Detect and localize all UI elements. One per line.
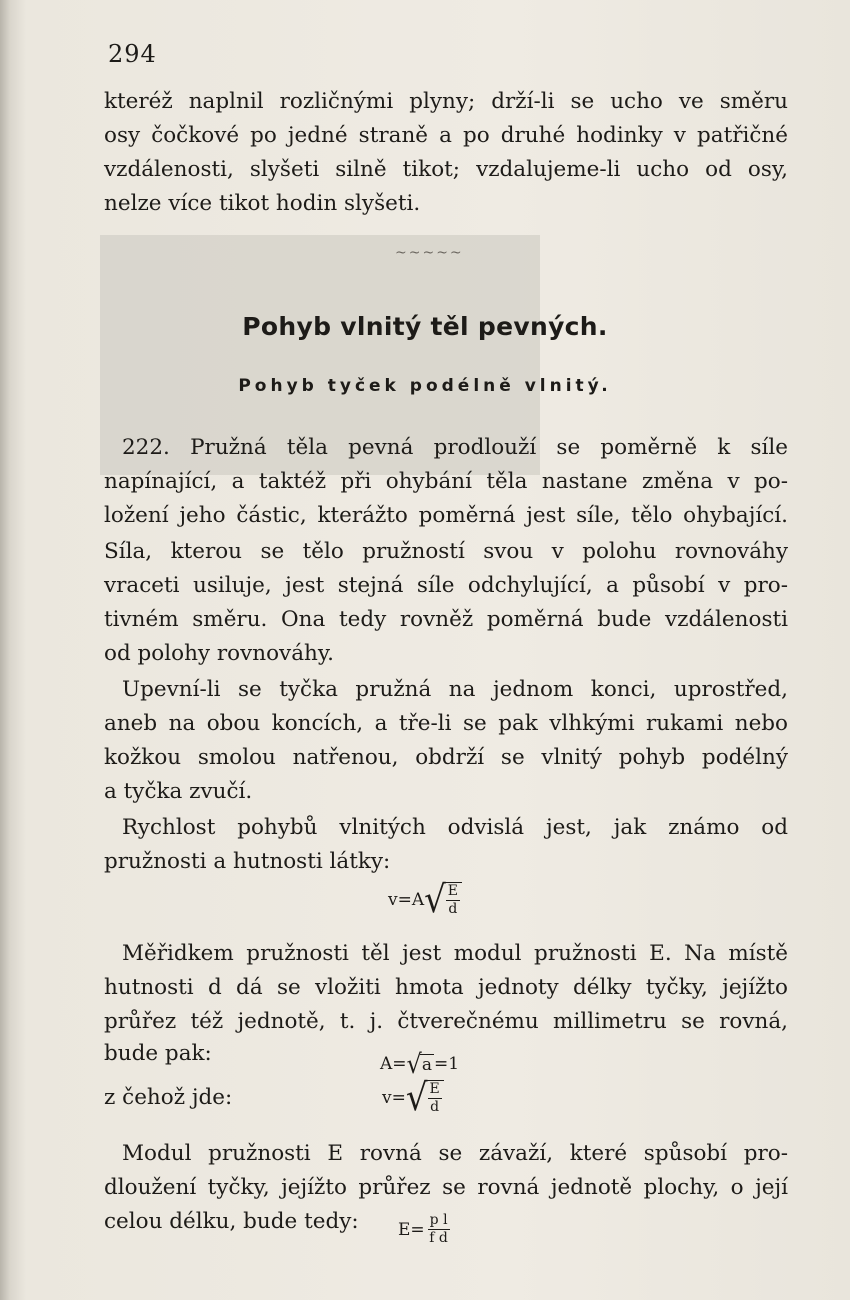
fraction-numerator: E: [429, 1081, 440, 1097]
page-number: 294: [108, 40, 157, 68]
sqrt-symbol: √ $\frac{E}{d}$: [406, 1080, 444, 1116]
text-line: z čehož jde:: [104, 1085, 233, 1110]
text-line: hutnosti d dá se vložiti hmota jednoty délky tyčky, jejížto: [104, 975, 788, 1000]
text-line: nelze více tikot hodin slyšeti.: [104, 191, 421, 216]
text-line: osy čočkové po jedné straně a po druhé hodinky v patřičné: [104, 123, 788, 148]
text-line: a tyčka zvučí.: [104, 779, 253, 804]
fraction: [426, 1080, 444, 1116]
text-line: od polohy rovnováhy.: [104, 641, 334, 666]
text-line: dloužení tyčky, jejížto průřez se rovná jednotě plochy, o její: [104, 1175, 788, 1200]
ornament: ~~~~~: [395, 245, 464, 261]
text-line: napínající, a taktéž při ohybání těla nastane změna v po-: [104, 469, 788, 494]
fraction-denominator: f d: [429, 1230, 448, 1246]
text-line: vraceti usiluje, jest stejná síle odchylující, a působí v pro-: [104, 573, 788, 598]
text-line: Modul pružnosti E rovná se závaží, které spůsobí pro-: [122, 1141, 788, 1166]
formula-lhs: E=: [398, 1219, 425, 1240]
text-line: Rychlost pohybů vlnitých odvislá jest, jak známo od: [122, 815, 788, 840]
formula-modulus: [398, 1212, 453, 1247]
formula-lhs: A=: [380, 1054, 407, 1074]
text-line: Upevní-li se tyčka pružná na jednom konci, uprostřed,: [122, 677, 788, 702]
formula-velocity-2: [382, 1076, 444, 1120]
text-line: aneb na obou koncích, a tře-li se pak vlhkými rukami nebo: [104, 711, 788, 736]
text-line: průřez též jednotě, t. j. čtverečnému millimetru se rovná,: [104, 1009, 788, 1034]
text-line: tivném směru. Ona tedy rovněž poměrná bude vzdálenosti: [104, 607, 788, 632]
text-line: celou délku, bude tedy:: [104, 1209, 359, 1234]
radicand: a: [421, 1054, 432, 1075]
formula-mass: [380, 1048, 460, 1080]
section-heading: Pohyb vlnitý těl pevných.: [242, 312, 608, 341]
fraction-denominator: d: [448, 901, 458, 917]
fraction: [444, 882, 462, 918]
fraction-denominator: d: [430, 1099, 440, 1115]
text-line: Síla, kterou se tělo pružností svou v polohu rovnováhy: [104, 539, 788, 564]
formula-rhs: =1: [433, 1054, 460, 1074]
fraction-numerator: E: [447, 883, 459, 899]
formula-lhs: v=: [382, 1088, 406, 1108]
text-line: vzdálenosti, slyšeti silně tikot; vzdalujeme-li ucho od osy,: [104, 157, 788, 182]
text-line: 222. Pružná těla pevná prodlouží se poměrně k síle: [122, 435, 788, 460]
fraction: [425, 1212, 453, 1247]
text-line: bude pak:: [104, 1041, 212, 1066]
fraction-numerator: p l: [429, 1212, 448, 1228]
section-subheading: Pohyb tyček podélně vlnitý.: [238, 376, 612, 396]
text-line: ložení jeho částic, kterážto poměrná jest síle, tělo ohybající.: [104, 503, 788, 528]
text-line: kteréž naplnil rozličnými plyny; drží-li se ucho ve směru: [104, 89, 788, 114]
text-line: pružnosti a hutnosti látky:: [104, 849, 391, 874]
sqrt-symbol: √ a: [406, 1048, 432, 1080]
text-line: kožkou smolou natřenou, obdrží se vlnitý pohyb podélný: [104, 745, 788, 770]
sqrt-symbol: √ $\frac{E}{d}$: [424, 882, 462, 918]
text-line: Měřidkem pružnosti těl jest modul pružnosti E. Na místě: [122, 941, 788, 966]
formula-velocity: [388, 878, 462, 922]
formula-lhs: v=A: [388, 890, 425, 910]
